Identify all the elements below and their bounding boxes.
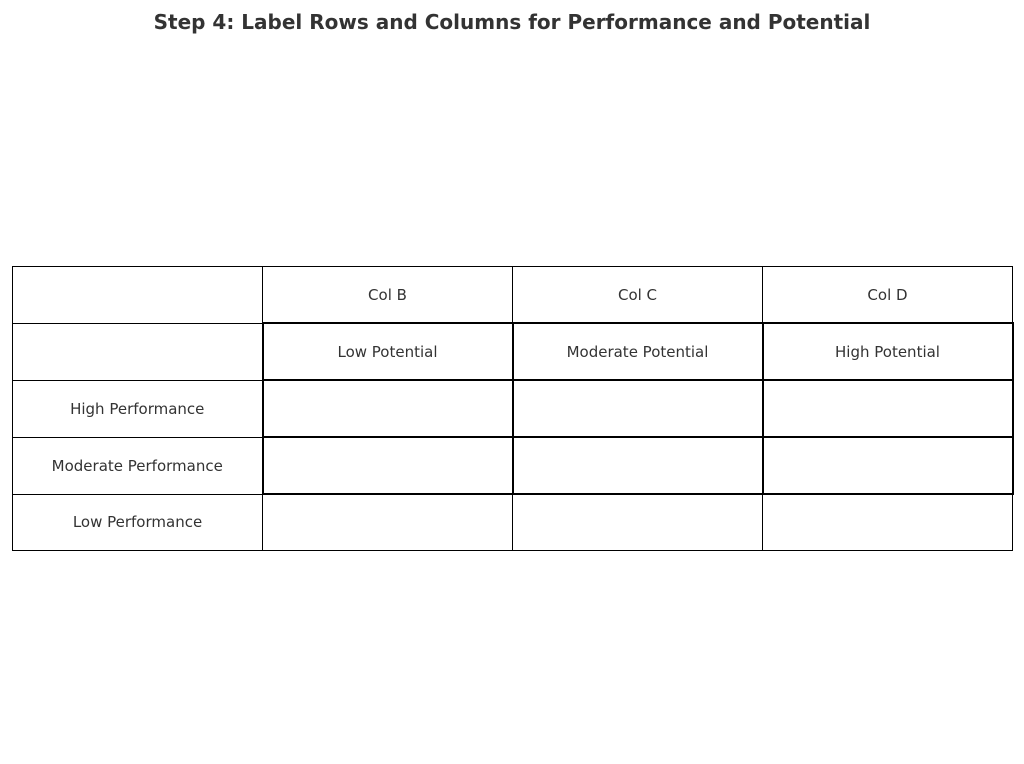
grid-cell — [763, 380, 1013, 437]
grid-cell — [263, 494, 513, 551]
grid-cell — [263, 380, 513, 437]
grid-cell — [513, 380, 763, 437]
column-header-d: Col D — [763, 267, 1013, 324]
potential-label-row — [13, 323, 1013, 380]
grid-cell — [513, 494, 763, 551]
potential-label-moderate: Moderate Potential — [513, 323, 763, 380]
column-header-b: Col B — [263, 267, 513, 324]
column-header-c: Col C — [513, 267, 763, 324]
grid-cell — [513, 437, 763, 494]
table-row — [13, 437, 1013, 494]
corner-cell — [13, 267, 263, 324]
table-row — [13, 494, 1013, 551]
grid-cell — [763, 437, 1013, 494]
table-row — [13, 380, 1013, 437]
row-label-high-performance: High Performance — [13, 380, 263, 437]
row-label-low-performance: Low Performance — [13, 494, 263, 551]
row-label-moderate-performance: Moderate Performance — [13, 437, 263, 494]
page-title: Step 4: Label Rows and Columns for Performance and Potential — [153, 10, 871, 34]
potential-label-low: Low Potential — [263, 323, 513, 380]
performance-potential-grid — [12, 266, 1014, 551]
grid-cell — [263, 437, 513, 494]
grid-cell — [763, 494, 1013, 551]
potential-label-high: High Potential — [763, 323, 1013, 380]
column-header-row — [13, 267, 1013, 324]
empty-label-cell — [13, 323, 263, 380]
